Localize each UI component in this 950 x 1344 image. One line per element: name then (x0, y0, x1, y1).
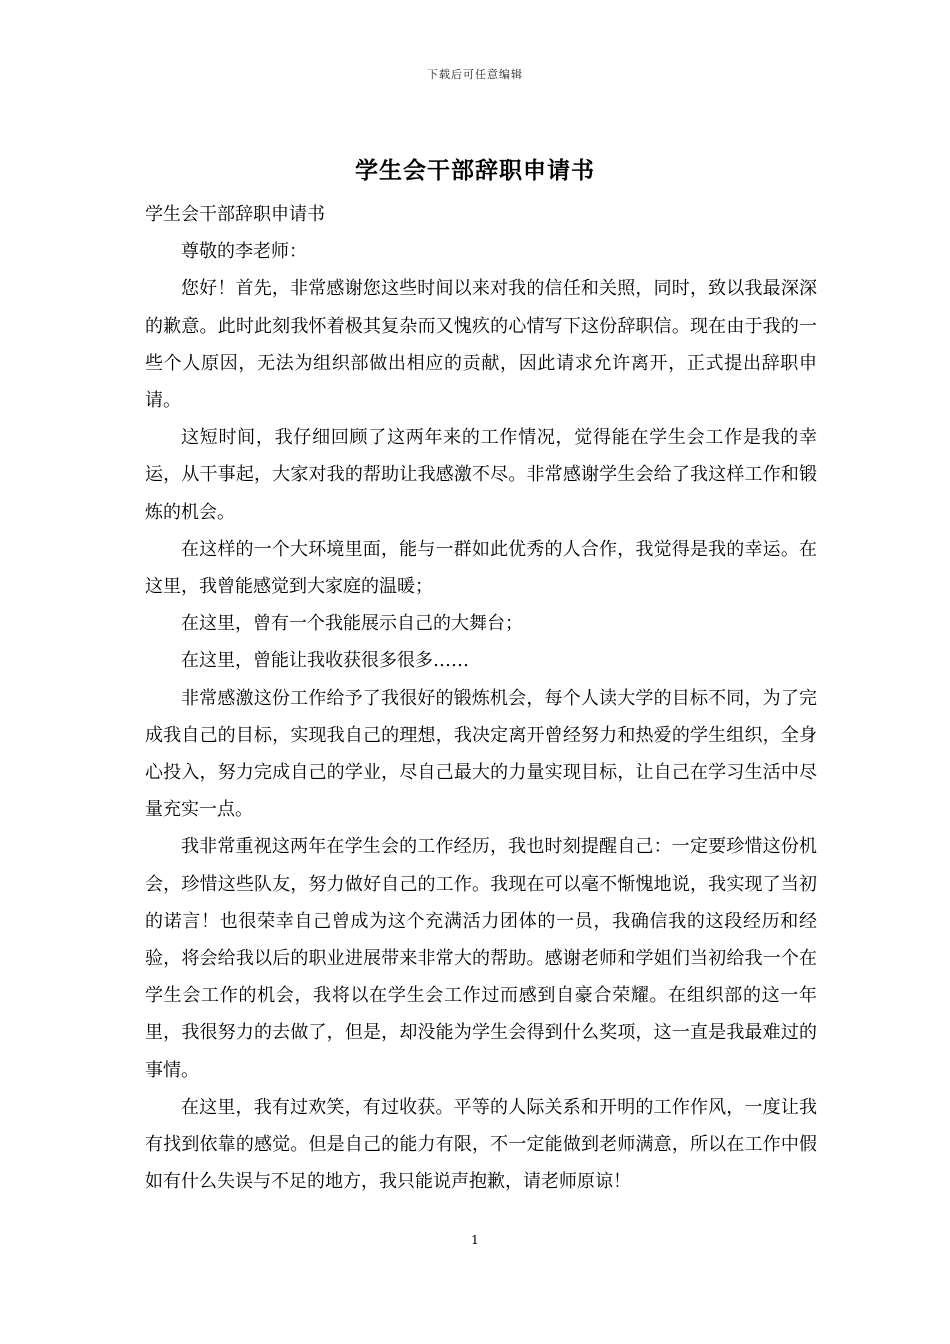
document-title: 学生会干部辞职申请书 (355, 157, 595, 184)
paragraph: 这短时间，我仔细回顾了这两年来的工作情况，觉得能在学生会工作是我的幸运，从干事起，大家对我的帮助让我感激不尽。非常感谢学生会给了我这样工作和锻炼的机会。 (145, 427, 817, 523)
page-header-note: 下载后可任意编辑 (427, 68, 523, 81)
paragraph: 在这里，我有过欢笑，有过收获。平等的人际关系和开明的工作作风，一度让我有找到依靠的感觉。但是自己的能力有限，不一定能做到老师满意，所以在工作中假如有什么失误与不足的地方，我只能说声抱歉，请老师原谅！ (145, 1096, 817, 1193)
paragraph: 在这里，曾有一个我能展示自己的大舞台； (181, 613, 523, 635)
paragraph: 您好！首先，非常感谢您这些时间以来对我的信任和关照，同时，致以我最深深的歉意。此时此刻我怀着极其复杂而又愧疚的心情写下这份辞职信。现在由于我的一些个人原因，无法为组织部做出相应的贡献，因此请求允许离开，正式提出辞职申请。 (145, 278, 817, 412)
paragraph: 在这里，曾能让我收获很多很多…… (181, 650, 469, 672)
document-subtitle: 学生会干部辞职申请书 (145, 204, 325, 225)
paragraph: 在这样的一个大环境里面，能与一群如此优秀的人合作，我觉得是我的幸运。在这里，我曾能感觉到大家庭的温暖； (145, 538, 817, 598)
page-number: 1 (471, 1233, 479, 1247)
paragraph: 我非常重视这两年在学生会的工作经历，我也时刻提醒自己：一定要珍惜这份机会，珍惜这些队友，努力做好自己的工作。我现在可以毫不惭愧地说，我实现了当初的诺言！也很荣幸自己曾成为这个充满活力团体的一员，我确信我的这段经历和经验，将会给我以后的职业进展带来非常大的帮助。感谢老师和学姐们当初给我一个在学生会工作的机会，我将以在学生会工作过而感到自豪合荣耀。在组织部的这一年里，我很努力的去做了，但是，却没能为学生会得到什么奖项，这一直是我最难过的事情。 (145, 836, 817, 1081)
salutation: 尊敬的李老师： (181, 241, 307, 263)
paragraph: 非常感激这份工作给予了我很好的锻炼机会，每个人读大学的目标不同，为了完成我自己的目标，实现我自己的理想，我决定离开曾经努力和热爱的学生组织，全身心投入，努力完成自己的学业，尽自己最大的力量实现目标，让自己在学习生活中尽量充实一点。 (145, 687, 817, 821)
document-body (145, 196, 817, 1200)
